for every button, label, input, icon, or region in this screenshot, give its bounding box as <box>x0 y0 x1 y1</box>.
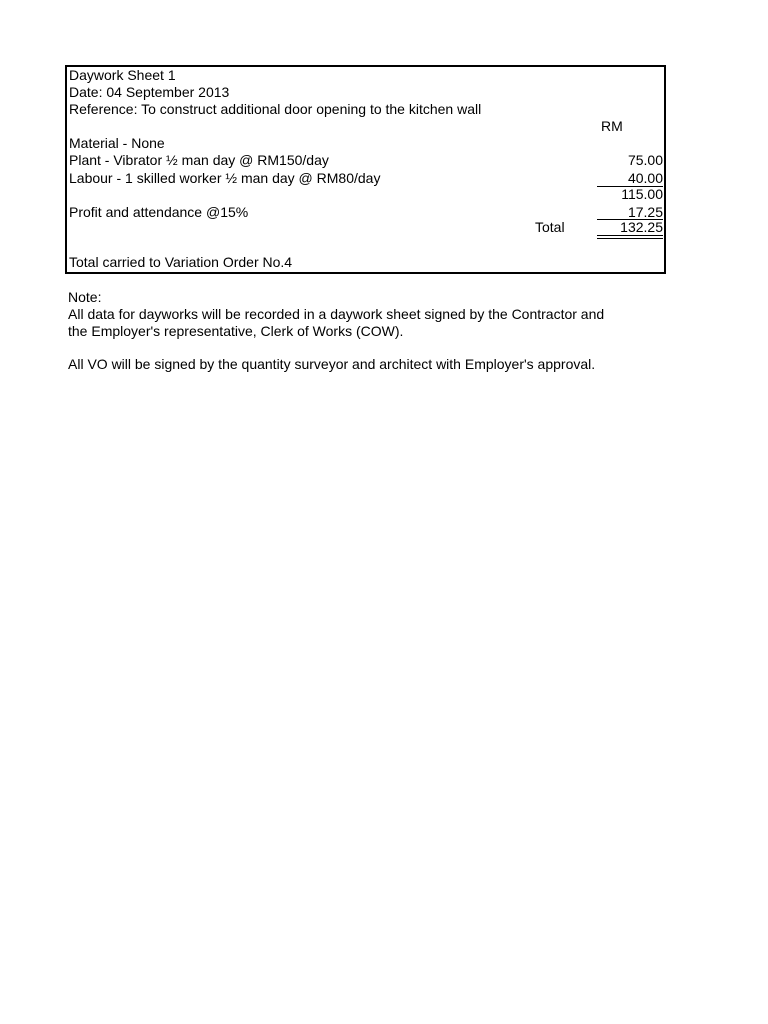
item-plant-description: Plant - Vibrator ½ man day @ RM150/day <box>69 152 329 168</box>
sheet-title: Daywork Sheet 1 <box>69 67 176 83</box>
notes-line-3: All VO will be signed by the quantity surveyor and architect with Employer's approval. <box>68 356 596 372</box>
sheet-date: Date: 04 September 2013 <box>69 84 230 100</box>
item-labour-description: Labour - 1 skilled worker ½ man day @ RM80/day <box>69 170 381 186</box>
total-amount: 132.25 <box>620 219 663 235</box>
currency-header: RM <box>601 118 623 134</box>
total-label: Total <box>535 219 565 235</box>
carried-to-line: Total carried to Variation Order No.4 <box>69 254 293 270</box>
subtotal-amount: 115.00 <box>621 186 663 202</box>
total-rule-double-1 <box>597 235 663 236</box>
item-labour-amount: 40.00 <box>627 170 663 186</box>
item-material-amount <box>595 135 663 152</box>
notes-line-1: All data for dayworks will be recorded in a daywork sheet signed by the Contractor and <box>68 306 605 322</box>
item-material-description: Material - None <box>69 135 165 151</box>
notes-heading: Note: <box>68 289 102 305</box>
daywork-sheet-box <box>65 65 666 274</box>
sheet-reference: Reference: To construct additional door opening to the kitchen wall <box>69 101 482 117</box>
item-plant-amount: 75.00 <box>627 152 663 168</box>
profit-amount: 17.25 <box>627 204 663 220</box>
total-rule-double-2 <box>597 238 663 239</box>
notes-line-2: the Employer's representative, Clerk of Works (COW). <box>68 323 404 339</box>
profit-label: Profit and attendance @15% <box>69 204 249 220</box>
